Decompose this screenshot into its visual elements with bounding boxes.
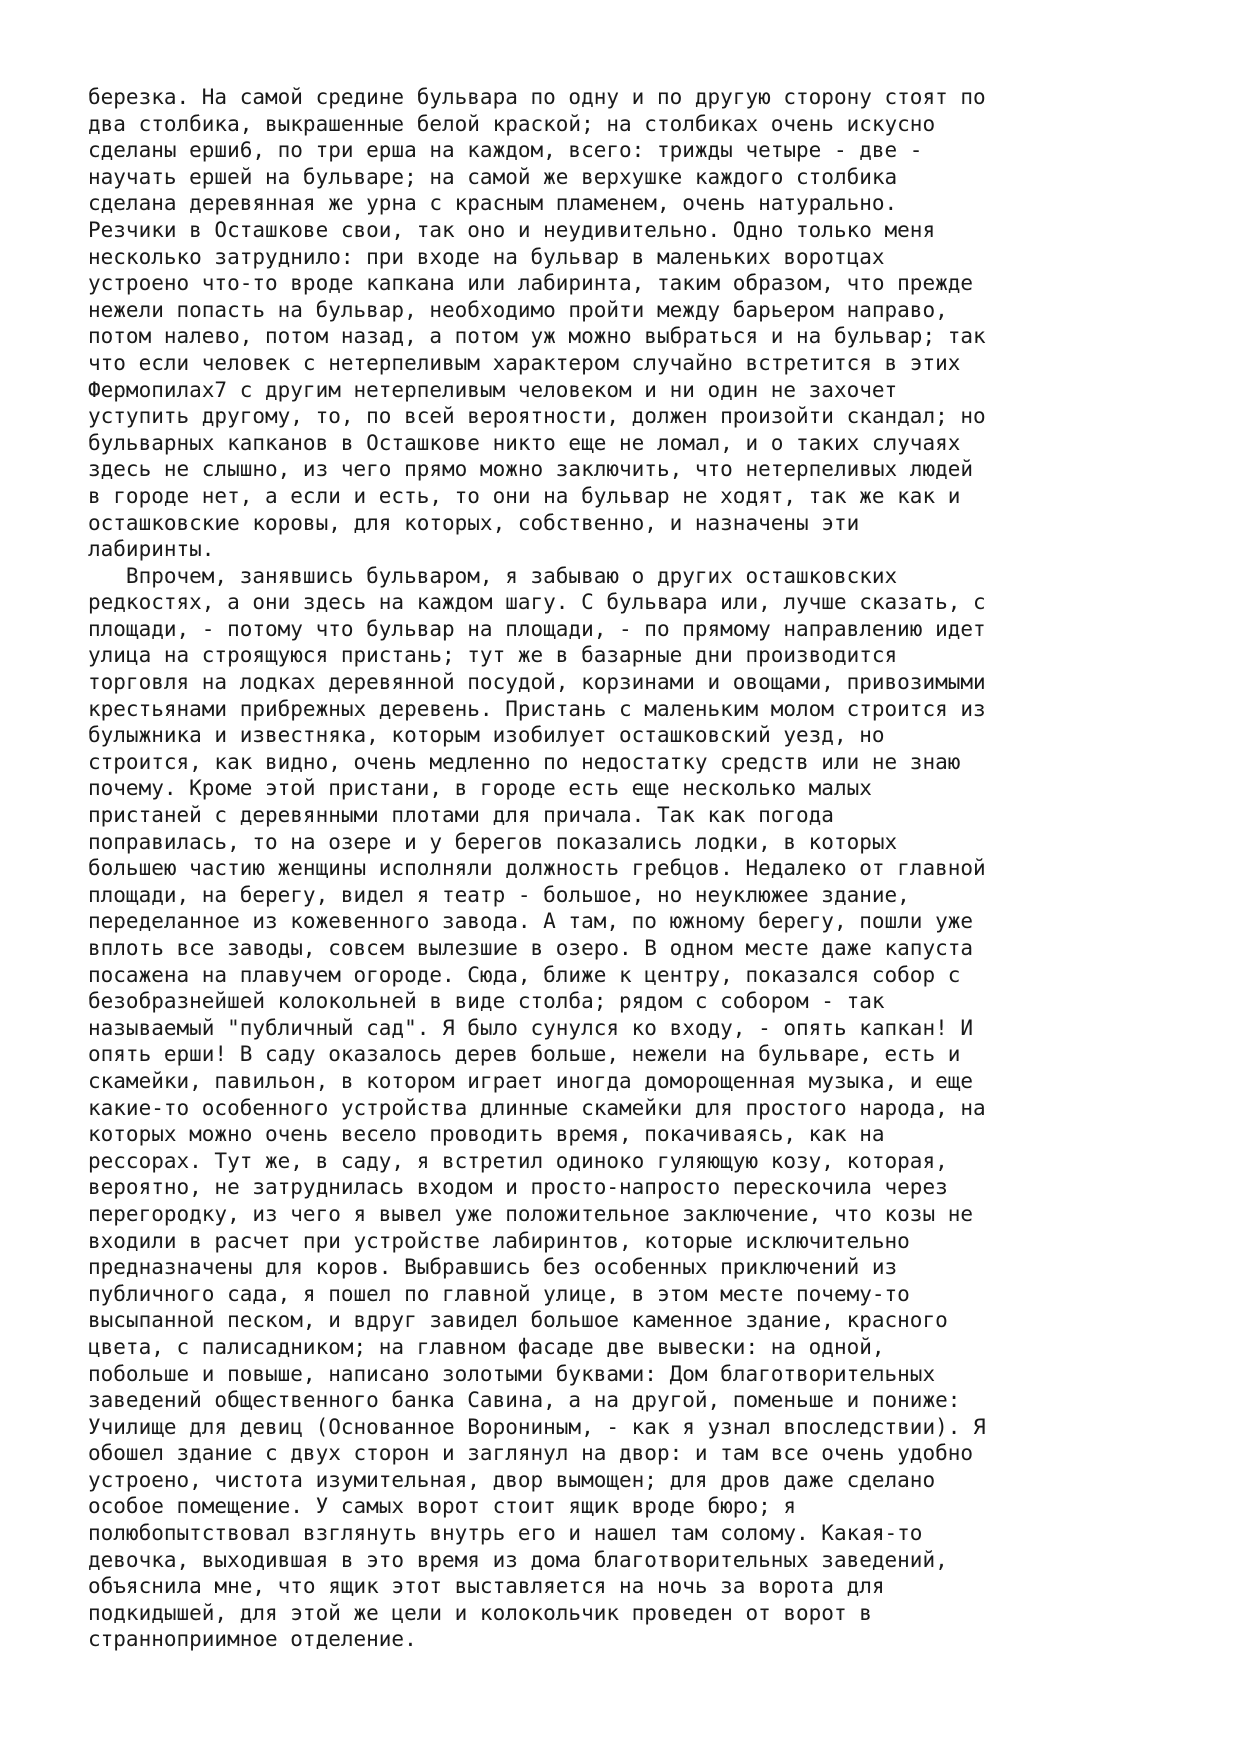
text-line: предназначены для коров. Выбравшись без особенных приключений из <box>88 1255 898 1280</box>
text-line: Впрочем, занявшись бульваром, я забываю о других осташковских <box>88 563 898 588</box>
text-line: большею частию женщины исполняли должность гребцов. Недалеко от главной <box>88 856 986 881</box>
text-line: называемый "публичный сад". Я было сунулся ко входу, - опять капкан! И <box>88 1015 974 1040</box>
text-line: крестьянами прибрежных деревень. Пристань с маленьким молом строится из <box>88 696 986 721</box>
text-line: переделанное из кожевенного завода. А там, по южному берегу, пошли уже <box>88 909 974 934</box>
text-line: странноприимное отделение. <box>88 1627 417 1652</box>
text-line: опять ерши! В саду оказалось дерев больше, нежели на бульваре, есть и <box>88 1042 961 1067</box>
text-line: перегородку, из чего я вывел уже положительное заключение, что козы не <box>88 1201 974 1226</box>
text-line: торговля на лодках деревянной посудой, корзинами и овощами, привозимыми <box>88 670 986 695</box>
text-line: березка. На самой средине бульвара по одну и по другую сторону стоят по <box>88 85 986 109</box>
text-line: бульварных капканов в Осташкове никто еще не ломал, и о таких случаях <box>88 430 961 455</box>
text-line: девочка, выходившая в это время из дома благотворительных заведений, <box>88 1547 948 1572</box>
text-line: осташковские коровы, для которых, собственно, и назначены эти <box>88 510 860 535</box>
text-line: булыжника и известняка, которым изобилует осташковский уезд, но <box>88 723 885 748</box>
text-line: рессорах. Тут же, в саду, я встретил одиноко гуляющую козу, которая, <box>88 1148 948 1173</box>
text-line: вероятно, не затруднилась входом и просто-напросто перескочила через <box>88 1175 948 1200</box>
text-line: Резчики в Осташкове свои, так оно и неудивительно. Одно только меня <box>88 217 936 242</box>
text-line: полюбопытствовал взглянуть внутрь его и нашел там солому. Какая-то <box>88 1521 923 1546</box>
text-line: подкидышей, для этой же цели и колокольчик проведен от ворот в <box>88 1600 872 1625</box>
text-line: входили в расчет при устройстве лабиринтов, которые исключительно <box>88 1228 910 1253</box>
text-line: нежели попасть на бульвар, необходимо пройти между барьером направо, <box>88 297 948 322</box>
text-line: уступить другому, то, по всей вероятности, должен произойти скандал; но <box>88 404 986 429</box>
text-line: почему. Кроме этой пристани, в городе есть еще несколько малых <box>88 776 872 801</box>
text-line: несколько затруднило: при входе на бульвар в маленьких воротцах <box>88 244 885 269</box>
text-line: Училище для девиц (Основанное Ворониным, - как я узнал впоследствии). Я <box>88 1414 986 1439</box>
text-line: которых можно очень весело проводить время, покачиваясь, как на <box>88 1122 885 1147</box>
document-page <box>88 84 1208 1653</box>
text-line: публичного сада, я пошел по главной улице, в этом месте почему-то <box>88 1281 910 1306</box>
text-line: объяснила мне, что ящик этот выставляется на ночь за ворота для <box>88 1574 885 1599</box>
text-line: здесь не слышно, из чего прямо можно заключить, что нетерпеливых людей <box>88 457 974 482</box>
text-line: редкостях, а они здесь на каждом шагу. С бульвара или, лучше сказать, с <box>88 590 986 615</box>
text-line: сделаны ерши6, по три ерша на каждом, всего: трижды четыре - две - <box>88 138 923 163</box>
text-line: безобразнейшей колокольней в виде столба; рядом с собором - так <box>88 989 885 1014</box>
text-line: улица на строящуюся пристань; тут же в базарные дни производится <box>88 643 898 668</box>
text-line: посажена на плавучем огороде. Сюда, ближе к центру, показался собор с <box>88 962 961 987</box>
text-line: цвета, с палисадником; на главном фасаде две вывески: на одной, <box>88 1334 885 1359</box>
text-line: что если человек с нетерпеливым характером случайно встретится в этих <box>88 350 961 375</box>
text-line: обошел здание с двух сторон и заглянул на двор: и там все очень удобно <box>88 1441 974 1466</box>
text-line: побольше и повыше, написано золотыми буквами: Дом благотворительных <box>88 1361 936 1386</box>
text-line: лабиринты. <box>88 537 215 562</box>
text-line: пристаней с деревянными плотами для причала. Так как погода <box>88 803 834 828</box>
text-line: площади, - потому что бульвар на площади, - по прямому направлению идет <box>88 616 986 641</box>
text-line: площади, на берегу, видел я театр - большое, но неуклюжее здание, <box>88 882 910 907</box>
text-line: Фермопилах7 с другим нетерпеливым человеком и ни один не захочет <box>88 377 898 402</box>
text-line: сделана деревянная же урна с красным пламенем, очень натурально. <box>88 191 898 216</box>
text-line: скамейки, павильон, в котором играет иногда доморощенная музыка, и еще <box>88 1068 974 1093</box>
text-line: два столбика, выкрашенные белой краской; на столбиках очень искусно <box>88 111 936 136</box>
text-line: в городе нет, а если и есть, то они на бульвар не ходят, так же как и <box>88 483 961 508</box>
text-line: особое помещение. У самых ворот стоит ящик вроде бюро; я <box>88 1494 797 1519</box>
text-line: вплоть все заводы, совсем вылезшие в озеро. В одном месте даже капуста <box>88 936 974 960</box>
text-line: поправилась, то на озере и у берегов показались лодки, в которых <box>88 829 898 854</box>
text-line: строится, как видно, очень медленно по недостатку средств или не знаю <box>88 749 961 774</box>
text-line: устроено, чистота изумительная, двор вымощен; для дров даже сделано <box>88 1467 936 1492</box>
text-line: заведений общественного банка Савина, а на другой, поменьше и пониже: <box>88 1388 961 1413</box>
text-line: какие-то особенного устройства длинные скамейки для простого народа, на <box>88 1095 986 1120</box>
text-line: потом налево, потом назад, а потом уж можно выбраться и на бульвар; так <box>88 324 986 349</box>
text-line: высыпанной песком, и вдруг завидел большое каменное здание, красного <box>88 1308 948 1333</box>
text-line: научать ершей на бульваре; на самой же верхушке каждого столбика <box>88 164 898 189</box>
text-line: устроено что-то вроде капкана или лабиринта, таким образом, что прежде <box>88 271 974 296</box>
